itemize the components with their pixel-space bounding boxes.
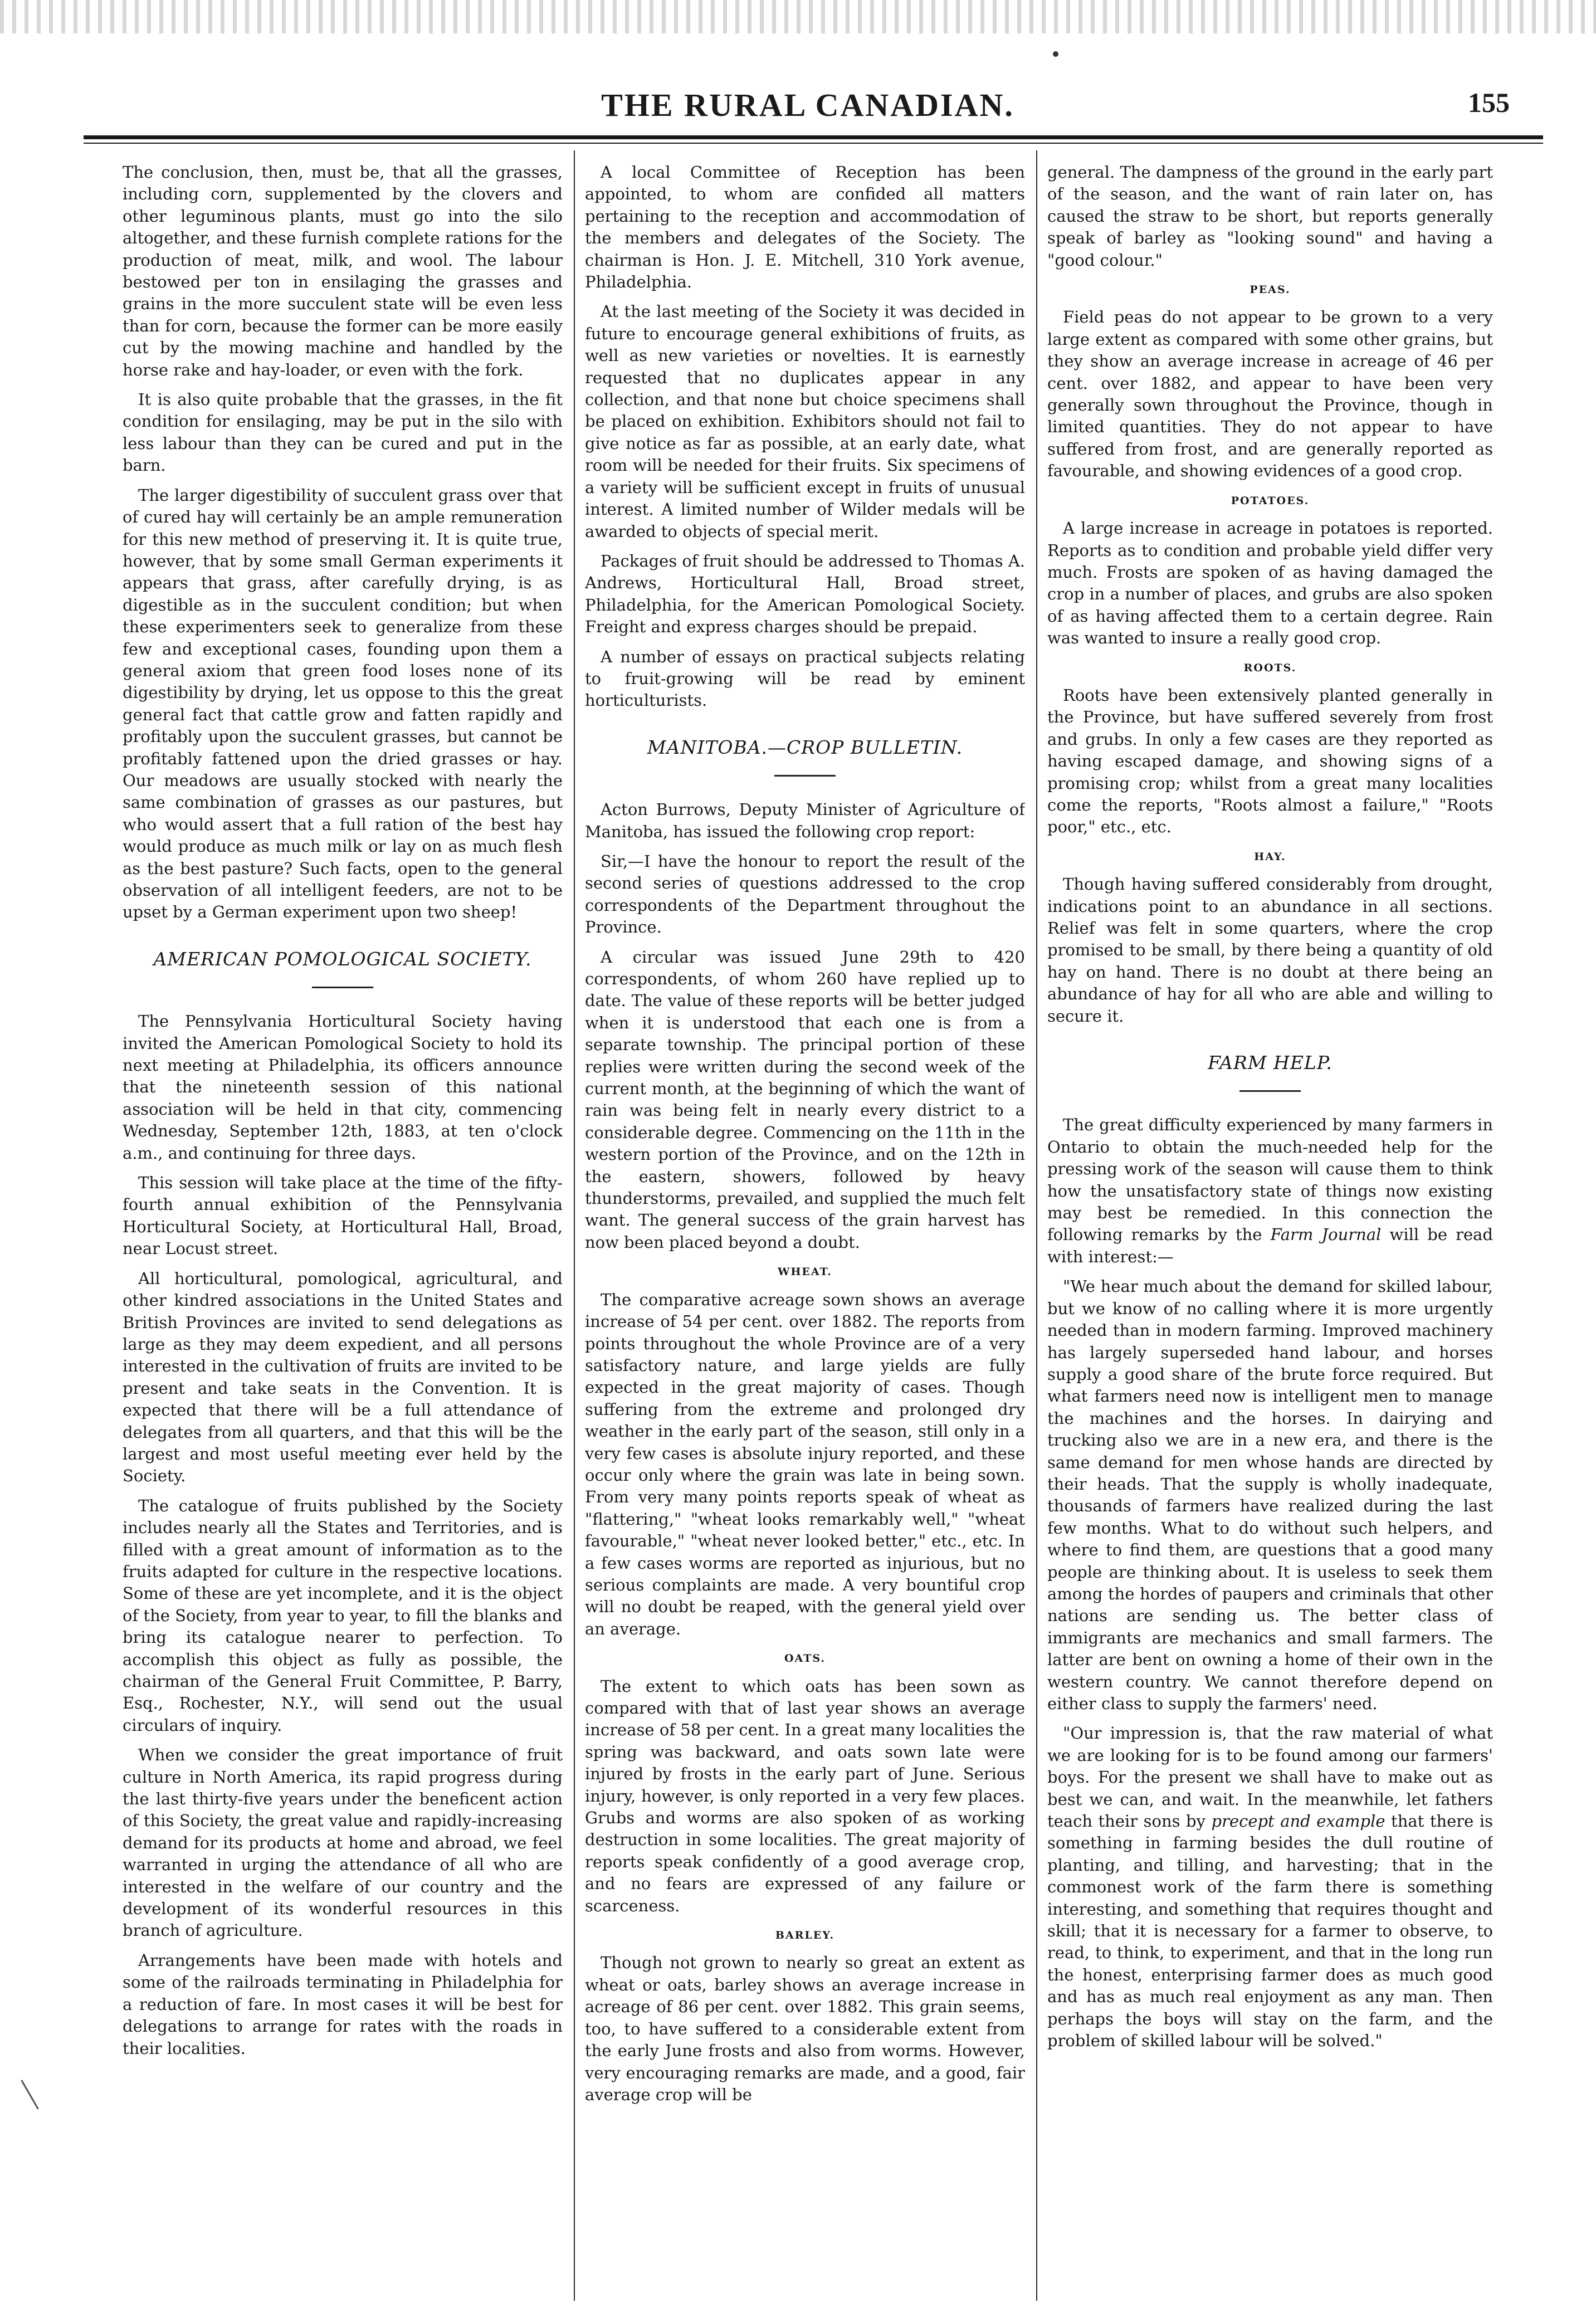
paragraph: Packages of fruit should be addressed to Thomas A. Andrews, Horticultural Hall, Broad street, Philadelphia, for the American Pomological Society. Freight and express charges should be prepaid. [585,551,1025,637]
paragraph: The larger digestibility of succulent grass over that of cured hay will certainly be an ample remuneration for this new method of preserving it. It is quite true, however, that by some small German experiments it appears that grass, after carefully drying, is as digestible as in the succulent condition; but when these experimenters seek to generalize from these few and exceptional cases, founding upon them a general axiom that green food loses none of its digestibility by drying, let us oppose to this the great general fact that cattle grow and fatten rapidly and profitably upon the succulent grasses, but cannot be profitably fattened upon the dried grasses or hay. Our meadows are usually stocked with nearly the same combination of grasses as our pastures, but who would assert that a full ration of the best hay would produce as much milk or lay on as much flesh as the best pasture? Such facts, open to the general observation of all intelligent feeders, are not to be upset by a German experiment upon two sheep! [123,485,563,922]
text-run: The great difficulty experienced by many farmers in Ontario to obtain the much-needed help for the pressing work of the season will cause them to think how the unsatisfactory state of things now existing may best be remedied. In this connection the following remarks by the [1047,1115,1493,1245]
paragraph: Though having suffered considerably from drought, indications point to an abundance in all sections. Relief was felt in some quarters, where the crop promised to be small, by there being a quantity of old hay on hand. There is no doubt at there being an abundance of hay for all who are able and willing to secure it. [1047,875,1493,1026]
heading-rule [312,987,373,988]
ink-spot [1053,51,1058,57]
page-header [84,81,1532,142]
paragraph: When we consider the great importance of fruit culture in North America, its rapid progress during the last thirty-five years under the beneficent action of this Society, the great value and rapidly-increasing demand for its products at home and abroad, we feel warranted in urging the attendance of all who are interested in the welfare of our country and the development of its wonderful resources in this branch of agriculture. [123,1745,563,1940]
paragraph: Sir,—I have the honour to report the result of the second series of questions addressed to the crop correspondents of the Department throughout the Province. [585,851,1025,937]
subheading-barley: BARLEY. [775,1929,835,1942]
column-2 [585,162,1025,2295]
paragraph: Roots have been extensively planted generally in the Province, but have suffered severely from frost and grubs. In only a few cases are they reported as having escaped damage, and showing signs of a promising crop; whilst from a great many localities come the reports, "Roots almost a failure," "Roots poor," etc., etc. [1047,685,1493,837]
subheading-peas: PEAS. [1250,284,1291,296]
page-number: 155 [1468,87,1510,118]
subheading-hay: HAY. [1254,850,1286,863]
subheading-oats: OATS. [784,1652,826,1665]
column-1 [123,162,563,2295]
scan-noise-strip [0,0,1596,33]
paragraph [1047,1722,1493,2052]
text-run: will be read with interest:— [1047,1225,1493,1266]
text-run: "Our impression is, that the raw material of what we are looking for is to be found among our farmers' boys. For the present we shall have to make out as best we can, and wait. In the meanwhile, let fathers teach their sons by [1047,1724,1493,1831]
text-run: that there is something in farming besides the dull routine of planting, and tilling, and harvesting; that in the commonest work of the farm there is something interesting, and something that requires thought and skill; that it is necessary for a farmer to observe, to read, to think, to experiment, and that in the long run the honest, enterprising farmer does as much good and has as much real enjoyment as any man. Then perhaps the boys will stay on the farm, and the problem of skilled labour will be solved." [1047,1812,1493,2051]
paragraph: general. The dampness of the ground in the early part of the season, and the want of rain later on, has caused the straw to be short, but reports generally speak of barley as "looking sound" and having a "good colour." [1047,163,1493,270]
heading-rule [1239,1090,1301,1092]
column-3 [1047,162,1493,2295]
margin-mark [21,2080,39,2109]
subheading-potatoes: POTATOES. [1231,494,1310,507]
paragraph: Field peas do not appear to be grown to a very large extent as compared with some other grains, but they show an average increase in acreage of 46 per cent. over 1882, and appear to have been very generally sown throughout the Province, though in limited quantities. They do not appear to have suffered from frost, and are generally reported as favourable, and showing evidences of a good crop. [1047,308,1493,481]
paragraph: The Pennsylvania Horticultural Society having invited the American Pomological Society to hold its next meeting at Philadelphia, its officers announce that the nineteenth session of this national association will be held in that city, commencing Wednesday, September 12th, 1883, at ten o'clock a.m., and continuing for three days. [123,1012,563,1163]
paragraph: All horticultural, pomological, agricultural, and other kindred associations in the United States and British Provinces are invited to send delegations as large as they may deem expedient, and all persons interested in the cultivation of fruits are invited to be present and take seats in the Convention. It is expected that there will be a full attendance of delegates from all quarters, and that this will be the largest and most useful meeting ever held by the Society. [123,1268,563,1486]
paragraph: The catalogue of fruits published by the Society includes nearly all the States and Territories, and is filled with a great amount of information as to the fruits adapted for culture in the respective locations. Some of these are yet incomplete, and it is the object of the Society, from year to year, to fill the blanks and bring its catalogue nearer to perfection. To accomplish this object as fully as possible, the chairman of the General Fruit Committee, P. Barry, Esq., Rochester, N.Y., will send out the usual circulars of inquiry. [123,1496,563,1735]
emphasis: precept and example [1211,1812,1385,1831]
section-heading-pomological: AMERICAN POMOLOGICAL SOCIETY. [153,948,532,970]
paragraph: The conclusion, then, must be, that all the grasses, including corn, supplemented by the clovers and other leguminous plants, must go into the silo altogether, and these furnish complete rations for the production of meat, milk, and wool. The labour bestowed per ton in ensilaging the grasses and grains in the more succulent state will be even less than for corn, because the former can be more easily cut by the mowing machine and handled by the horse rake and hay-loader, or even with the fork. [123,163,563,379]
paragraph: A circular was issued June 29th to 420 correspondents, of whom 260 have replied up to date. The value of these reports will be better judged when it is understood that each one is from a separate township. The principal portion of these replies were written during the second week of the current month, at the beginning of which the want of rain was being felt in nearly every district to a considerable degree. Commencing on the 11th in the western portion of the Province, and on the 12th in the eastern, showers, followed by heavy thunderstorms, prevailed, and supplied the much felt want. The general success of the grain harvest has now been placed beyond a doubt. [585,947,1025,1252]
heading-rule [774,775,836,777]
column-divider [1036,150,1037,2301]
paragraph: This session will take place at the time of the fifty-fourth annual exhibition of the Pennsylvania Horticultural Society, at Horticultural Hall, Broad, near Locust street. [123,1173,563,1258]
paragraph: "We hear much about the demand for skilled labour, but we know of no calling where it is more urgently needed than in modern farming. Improved machinery has largely superseded hand labour, and horses supply a good share of the brute force required. But what farmers need now is intelligent men to manage the machines and the horses. In dairying and trucking also we are in a new era, and there is the same demand for men whose hands are directed by their heads. That the supply is wholly inadequate, thousands of farmers have realized during the last few months. What to do without such helpers, and where to find them, are questions that a good many people are thinking about. It is useless to seek them among the hordes of paupers and criminals that other nations are sending us. The better class of immigrants are mechanics and small farmers. The latter are bent on owning a home of their own in the western country. We cannot therefore depend on either class to supply the farmers' need. [1047,1277,1493,1713]
paragraph: The extent to which oats has been sown as compared with that of last year shows an average increase of 58 per cent. In a great many localities the spring was backward, and oats sown late were injured by frosts in the early part of June. Serious injury, however, is only reported in a very few places. Grubs and worms are also spoken of as working destruction in some localities. The great majority of reports speak confidently of a good average crop, and no fears are expressed of any failure or scarceness. [585,1676,1025,1915]
paragraph: A number of essays on practical subjects relating to fruit-growing will be read by eminent horticulturists. [585,647,1025,710]
paragraph: Acton Burrows, Deputy Minister of Agriculture of Manitoba, has issued the following crop report: [585,800,1025,841]
subheading-roots: ROOTS. [1243,661,1297,674]
paragraph: The comparative acreage sown shows an average increase of 54 per cent. over 1882. The reports from points throughout the whole Province are of a very satisfactory nature, and large yields are fully expected in the great majority of cases. Though suffering from the extreme and prolonged dry weather in the early part of the season, still only in a very few cases is absolute injury reported, and these occur only where the grain was late in being sown. From very many points reports speak of wheat as "flattering," "wheat looks remarkably well," "wheat favourable," "wheat never looked better," etc., etc. In a few cases worms are reported as injurious, but no serious complaints are made. A very bountiful crop will no doubt be reaped, with the general yield over an average. [585,1290,1025,1638]
paragraph: A large increase in acreage in potatoes is reported. Reports as to condition and probable yield differ very much. Frosts are spoken of as having damaged the crop in a number of places, and grubs are also spoken of as having affected them to a certain degree. Rain was wanted to insure a really good crop. [1047,519,1493,648]
journal-title: Farm Journal [1270,1225,1382,1245]
subheading-wheat: WHEAT. [778,1266,832,1278]
header-rule-thin [84,143,1543,144]
header-rule-thick [84,135,1543,139]
paragraph: It is also quite probable that the grasses, in the fit condition for ensilaging, may be put in the silo with less labour than they can be cured and put in the barn. [123,390,563,475]
paragraph: At the last meeting of the Society it was decided in future to encourage general exhibitions of fruits, as well as new varieties or novelties. It is earnestly requested that no duplicates appear in any collection, and that none but choice specimens shall be placed on exhibition. Exhibitors should not fail to give notice as far as possible, at an early date, what room will be needed for their fruits. Six specimens of a variety will be sufficient except in fruits of unusual interest. A limited number of Wilder medals will be awarded to objects of special merit. [585,302,1025,541]
paragraph: Arrangements have been made with hotels and some of the railroads terminating in Philadelphia for a reduction of fare. In most cases it will be best for delegations to arrange for rates with the roads in their localities. [123,1950,563,2058]
section-heading-farm-help: FARM HELP. [1208,1052,1333,1074]
paragraph: Though not grown to nearly so great an extent as wheat or oats, barley shows an average increase in acreage of 86 per cent. over 1882. This grain seems, too, to have suffered to a considerable extent from the early June frosts and also from worms. However, very encouraging remarks are made, and a good, fair average crop will be [585,1953,1025,2104]
masthead-title: THE RURAL CANADIAN. [601,87,1014,123]
paragraph: A local Committee of Reception has been appointed, to whom are confided all matters pertaining to the reception and accommodation of the members and delegates of the Society. The chairman is Hon. J. E. Mitchell, 310 York avenue, Philadelphia. [585,163,1025,292]
section-heading-manitoba: MANITOBA.—CROP BULLETIN. [647,736,963,758]
paragraph [1047,1114,1493,1268]
column-divider [574,150,575,2301]
